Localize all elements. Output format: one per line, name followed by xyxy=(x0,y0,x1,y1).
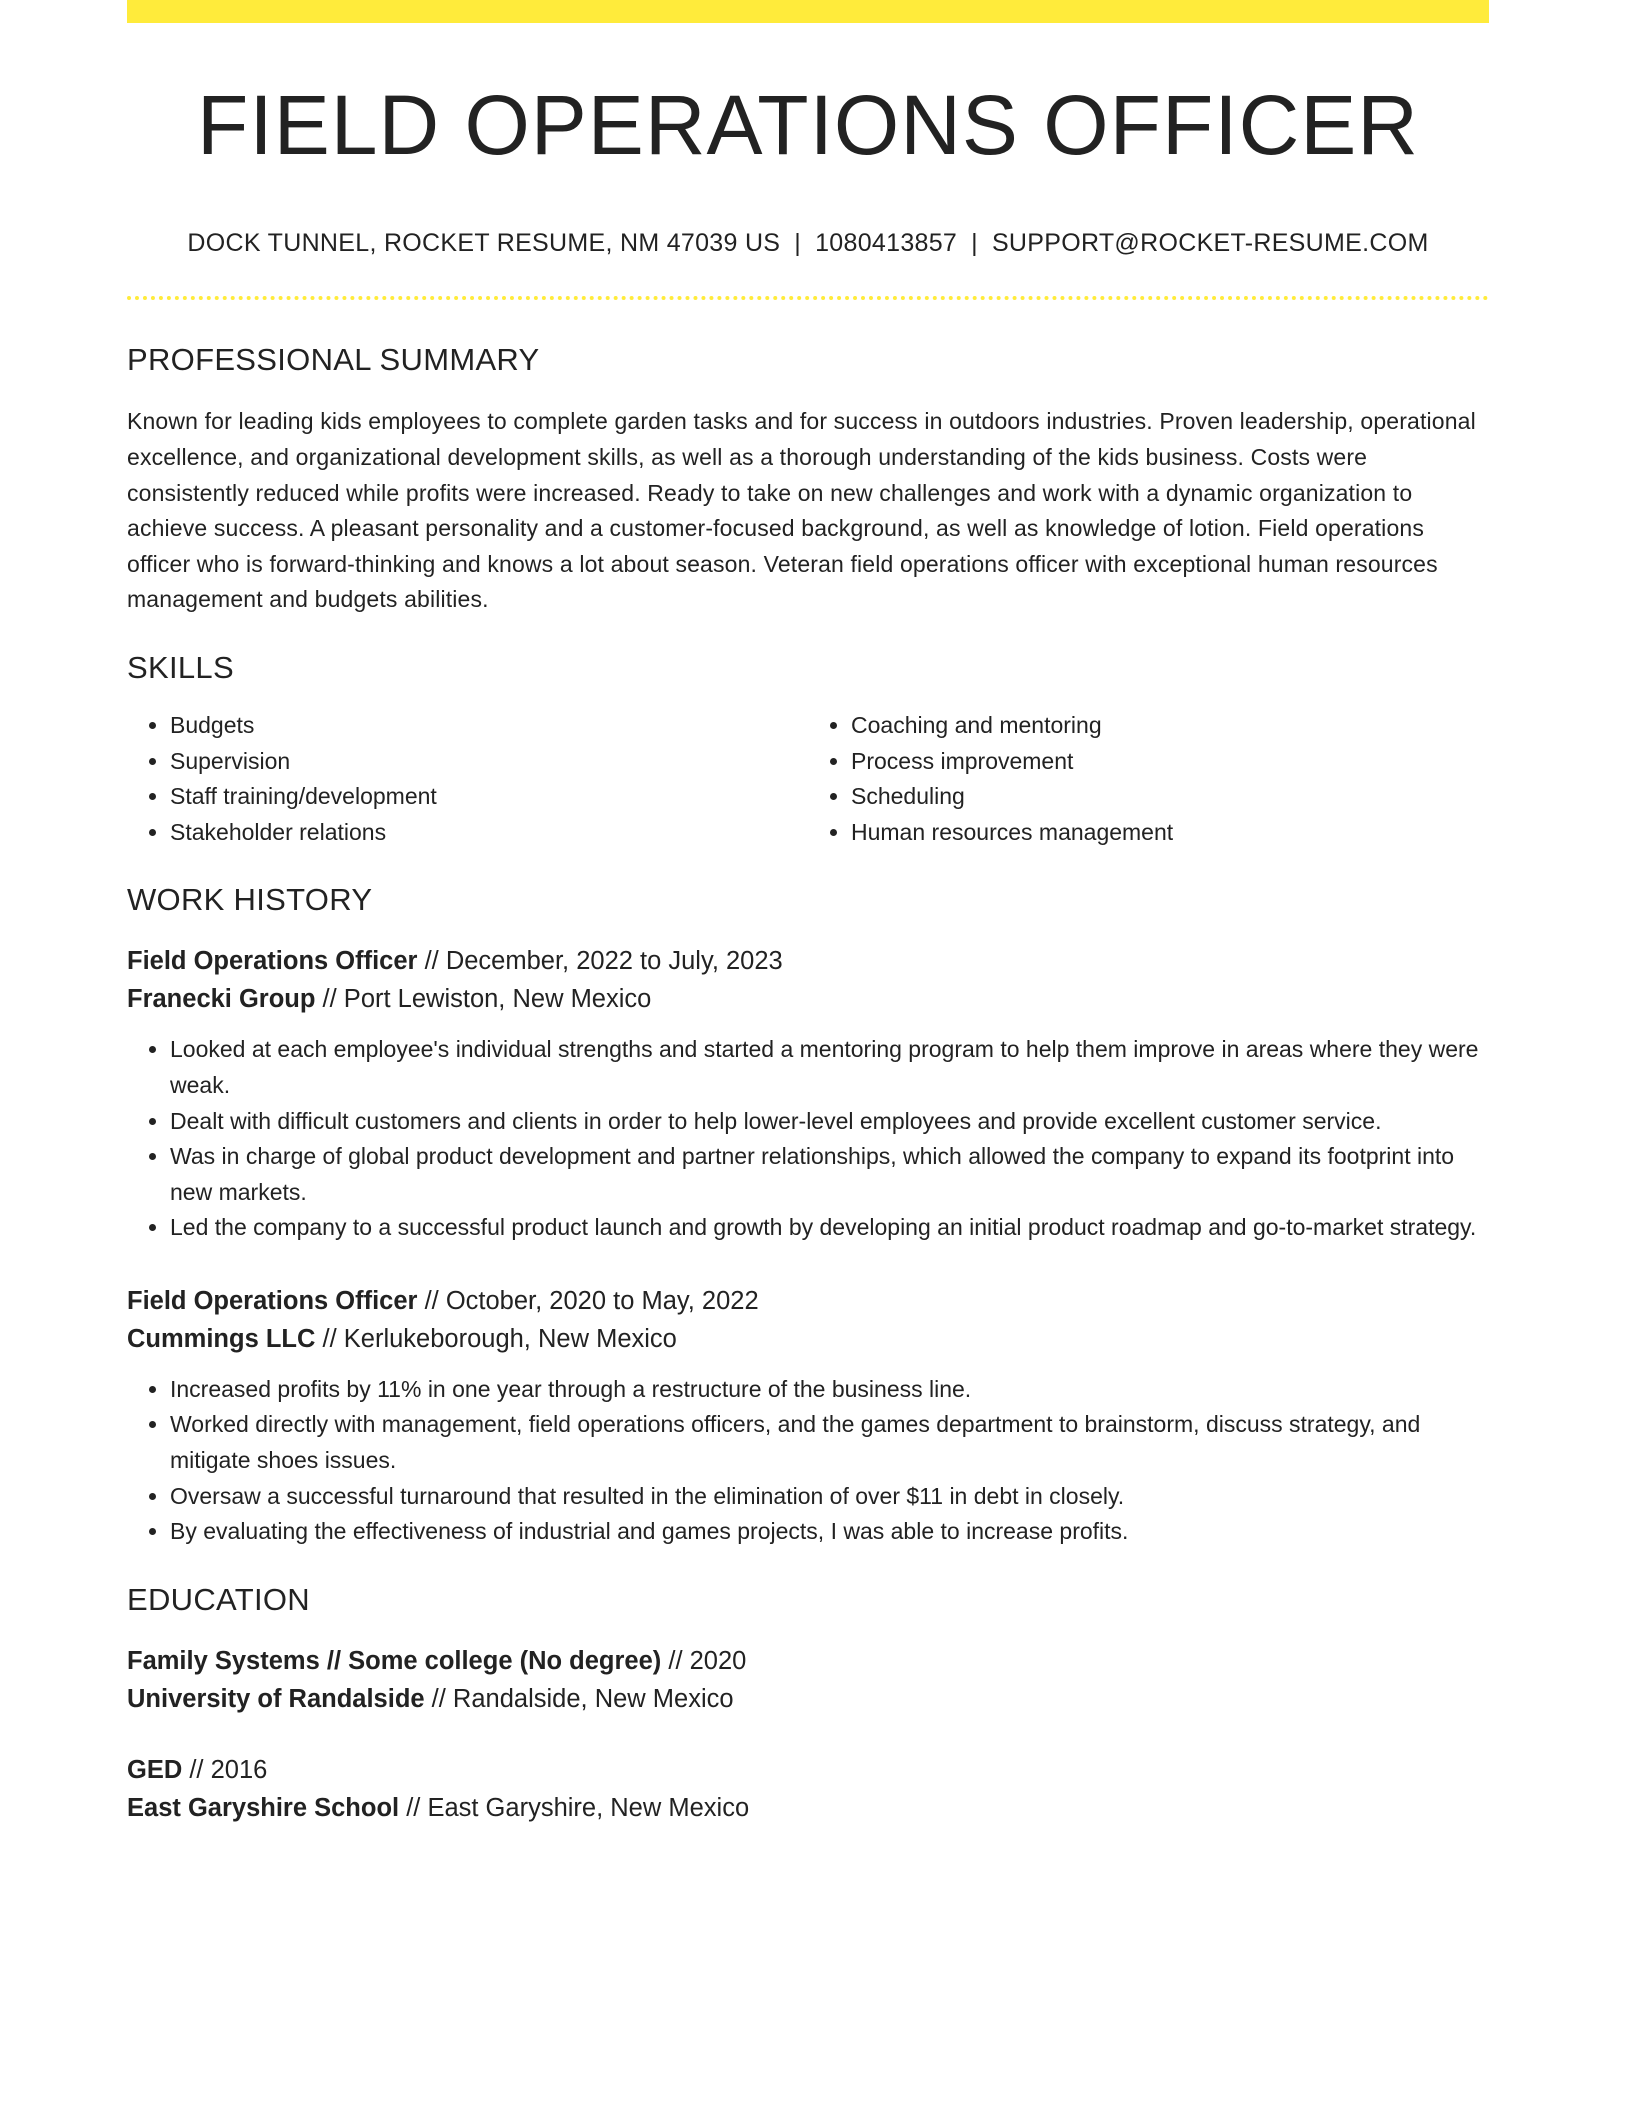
job-title-line xyxy=(127,1282,1489,1320)
skills-columns xyxy=(127,708,1489,850)
contact-phone: 1080413857 xyxy=(815,229,958,258)
job-bullet: • Worked directly with management, field operations officers, and the games department to brainstorm, discuss strategy, and mitigate shoes issues. xyxy=(170,1407,1489,1478)
skill-item: • Supervision xyxy=(170,744,808,780)
skills-list-left xyxy=(127,708,808,850)
contact-separator: | xyxy=(971,229,978,258)
summary-heading: PROFESSIONAL SUMMARY xyxy=(127,342,540,378)
education-school-line xyxy=(127,1789,1489,1827)
education-school-line xyxy=(127,1680,1489,1718)
education-degree-line xyxy=(127,1751,1489,1789)
resume-name-title: FIELD OPERATIONS OFFICER xyxy=(197,78,1419,172)
job-role: Field Operations Officer xyxy=(127,947,418,976)
job-location: // Port Lewiston, New Mexico xyxy=(315,985,652,1014)
skill-item: • Stakeholder relations xyxy=(170,815,808,851)
job-bullet: • Increased profits by 11% in one year through a restructure of the business line. xyxy=(170,1372,1489,1408)
job-company: Cummings LLC xyxy=(127,1324,316,1353)
job-dates: // October, 2020 to May, 2022 xyxy=(417,1286,759,1315)
skill-item: • Budgets xyxy=(170,708,808,744)
education-year: // 2016 xyxy=(182,1755,268,1784)
education-location: // East Garyshire, New Mexico xyxy=(399,1793,750,1822)
job-bullet: • Looked at each employee's individual strengths and started a mentoring program to help them improve in areas where they were weak. xyxy=(170,1032,1489,1103)
education-school: University of Randalside xyxy=(127,1684,425,1713)
skill-item: • Staff training/development xyxy=(170,779,808,815)
education-degree-line xyxy=(127,1642,1489,1680)
dotted-divider xyxy=(127,296,1489,300)
skills-list-right xyxy=(808,708,1489,850)
job-bullet: • Dealt with difficult customers and clients in order to help lower-level employees and provide excellent customer service. xyxy=(170,1104,1489,1140)
contact-address: DOCK TUNNEL, ROCKET RESUME, NM 47039 US xyxy=(187,229,781,258)
job-company-line xyxy=(127,1320,1489,1358)
skill-item: • Human resources management xyxy=(851,815,1489,851)
education-heading: EDUCATION xyxy=(127,1581,310,1617)
job-bullets xyxy=(127,1032,1489,1246)
education-year: // 2020 xyxy=(661,1646,747,1675)
contact-line xyxy=(127,229,1489,258)
job-location: // Kerlukeborough, New Mexico xyxy=(315,1324,677,1353)
education-degree: GED xyxy=(127,1755,183,1784)
education-entry xyxy=(127,1751,1489,1827)
skill-item: • Process improvement xyxy=(851,744,1489,780)
accent-top-bar xyxy=(127,0,1489,23)
job-company-line xyxy=(127,980,1489,1018)
education-school: East Garyshire School xyxy=(127,1793,400,1822)
job-bullet: • Was in charge of global product development and partner relationships, which allowed the company to expand its footprint into new markets. xyxy=(170,1139,1489,1210)
job-bullet: • Led the company to a successful product launch and growth by developing an initial product roadmap and go-to-market strategy. xyxy=(170,1210,1489,1246)
education-location: // Randalside, New Mexico xyxy=(424,1684,734,1713)
contact-email: SUPPORT@ROCKET-RESUME.COM xyxy=(991,229,1429,258)
skill-item: • Scheduling xyxy=(851,779,1489,815)
work-history-heading: WORK HISTORY xyxy=(127,882,373,918)
education-entry xyxy=(127,1642,1489,1718)
education-degree: Family Systems // Some college (No degree) xyxy=(127,1646,662,1675)
job-entry xyxy=(127,1282,1489,1550)
job-entry xyxy=(127,942,1489,1246)
job-role: Field Operations Officer xyxy=(127,1286,418,1315)
summary-text: Known for leading kids employees to complete garden tasks and for success in outdoors industries. Proven leadership, operational excellence, and organizational development skills, as well as a thorough understanding of the kids business. Costs were consistently reduced while profits were increased. Ready to take on new challenges and work with a dynamic organization to achieve success. A pleasant personality and a customer-focused background, as well as knowledge of lotion. Field operations officer who is forward-thinking and knows a lot about season. Veteran field operations officer with exceptional human resources management and budgets abilities. xyxy=(127,408,1476,613)
skills-heading: SKILLS xyxy=(127,649,234,685)
resume-page xyxy=(127,0,1489,1827)
job-dates: // December, 2022 to July, 2023 xyxy=(417,947,783,976)
contact-separator: | xyxy=(794,229,802,258)
job-bullet: • Oversaw a successful turnaround that resulted in the elimination of over $11 in debt in closely. xyxy=(170,1479,1489,1515)
skill-item: • Coaching and mentoring xyxy=(851,708,1489,744)
job-bullets xyxy=(127,1372,1489,1550)
job-title-line xyxy=(127,942,1489,980)
job-company: Franecki Group xyxy=(127,985,316,1014)
job-bullet: • By evaluating the effectiveness of industrial and games projects, I was able to increase profits. xyxy=(170,1514,1489,1550)
